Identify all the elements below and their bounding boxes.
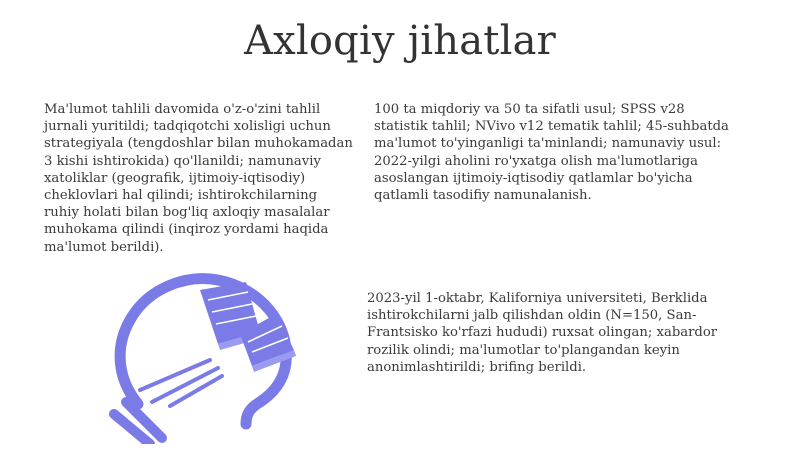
slide-title: Axloqiy jihatlar: [244, 18, 556, 64]
paragraph-right-bottom: 2023-yil 1-oktabr, Kaliforniya universiteti, Berklida ishtirokchilarni jalb qilishdan oldin (N=150, San-Frantsisko ko'rfazi hududi) ruxsat olingan; xabardor rozilik olindi; ma'lumotlar to'plangandan keyin anonimlashtirildi; brifing berildi.: [367, 291, 718, 375]
paragraph-right-top: 100 ta miqdoriy va 50 ta sifatli usul; SPSS v28 statistik tahlil; NVivo v12 tematik tahlil; 45-suhbatda ma'lumot to'yinganligi ta'minlandi; namunaviy usul: 2022-yilgi aholini ro'yxatga olish ma'lumotlariga asoslangan ijtimoiy-iqtisodiy qatlamlar bo'yicha qatlamli tasodifiy namunalanish.: [374, 102, 729, 204]
paragraph-left: Ma'lumot tahlili davomida o'z-o'zini tahlil jurnali yuritildi; tadqiqotchi xolisligi uchun strategiyala (tengdoshlar bilan muhokamadan 3 kishi ishtirokida) qo'llanildi; namunaviy xatoliklar (geografik, ijtimoiy-iqtisodiy) cheklovlari hal qilindi; ishtirokchilarning ruhiy holati bilan bog'liq axloqiy masalalar muhokama qilindi (inqiroz yordami haqida ma'lumot berildi).: [44, 102, 353, 255]
lightbulb-book-icon: [100, 252, 320, 444]
